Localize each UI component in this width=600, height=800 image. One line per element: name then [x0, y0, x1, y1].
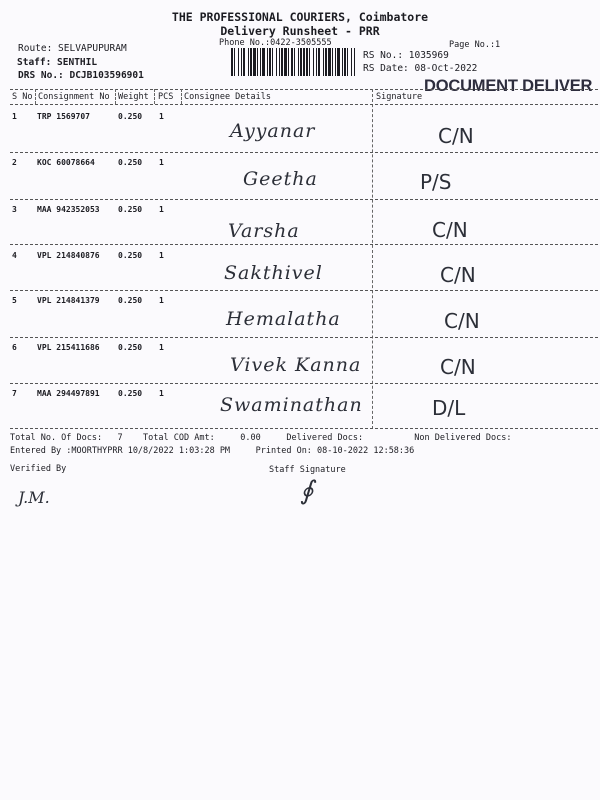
row-divider	[10, 337, 598, 338]
consignee-name: Hemalatha	[226, 308, 341, 330]
entered-by-line: Entered By :MOORTHYPRR 10/8/2022 1:03:28 PM Printed On: 08-10-2022 12:58:36	[10, 446, 415, 456]
verified-by-label: Verified By	[10, 464, 67, 474]
row-sno: 1	[12, 112, 17, 121]
row-sno: 2	[12, 158, 17, 167]
column-divider	[115, 89, 116, 104]
row-weight: 0.250	[118, 112, 143, 121]
signature-status: D/L	[432, 396, 466, 420]
row-pcs: 1	[159, 296, 164, 305]
consignee-name: Sakthivel	[224, 262, 323, 284]
row-divider	[10, 290, 598, 291]
staff-label: Staff: SENTHIL	[17, 57, 98, 68]
column-divider	[35, 89, 36, 104]
row-sno: 4	[12, 251, 17, 260]
row-divider	[10, 199, 598, 200]
column-divider	[154, 89, 155, 104]
row-sno: 5	[12, 296, 17, 305]
rs-number: RS No.: 1035969	[363, 50, 449, 61]
row-sno: 6	[12, 343, 17, 352]
signature-status: C/N	[444, 309, 480, 333]
row-consignment-no: TRP 1569707	[37, 112, 90, 121]
row-consignment-no: VPL 215411686	[37, 343, 100, 352]
row-pcs: 1	[159, 343, 164, 352]
row-divider	[10, 383, 598, 384]
signature-status: C/N	[440, 263, 476, 287]
table-bottom-rule	[10, 428, 598, 429]
row-consignment-no: MAA 942352053	[37, 205, 100, 214]
barcode	[231, 48, 356, 76]
row-pcs: 1	[159, 389, 164, 398]
row-divider	[10, 152, 598, 153]
verifier-initials: J.M.	[18, 488, 50, 507]
row-consignment-no: VPL 214841379	[37, 296, 100, 305]
column-header-consignee: Consignee Details	[184, 92, 271, 102]
column-divider	[181, 89, 182, 104]
staff-signature-mark: ∮	[300, 476, 314, 506]
signature-status: C/N	[438, 124, 474, 148]
signature-column-divider	[372, 89, 373, 429]
consignee-name: Varsha	[228, 220, 300, 242]
consignee-name: Swaminathan	[220, 394, 363, 416]
route-label: Route: SELVAPUPURAM	[18, 43, 127, 54]
signature-status: P/S	[420, 170, 452, 194]
document-title: THE PROFESSIONAL COURIERS, Coimbatore	[171, 10, 429, 24]
row-weight: 0.250	[118, 343, 143, 352]
row-weight: 0.250	[118, 158, 143, 167]
signature-status: C/N	[432, 218, 468, 242]
row-consignment-no: KOC 60078664	[37, 158, 95, 167]
totals-line: Total No. Of Docs: 7 Total COD Amt: 0.00 Delivered Docs: Non Delivered Docs:	[10, 433, 512, 443]
row-sno: 3	[12, 205, 17, 214]
column-header-signature: Signature	[376, 92, 423, 102]
phone-number: Phone No.:0422-3505555	[219, 38, 332, 48]
row-consignment-no: VPL 214840876	[37, 251, 100, 260]
row-sno: 7	[12, 389, 17, 398]
rs-date: RS Date: 08-Oct-2022	[363, 63, 478, 74]
row-pcs: 1	[159, 251, 164, 260]
row-weight: 0.250	[118, 205, 143, 214]
row-divider	[10, 244, 598, 245]
row-weight: 0.250	[118, 296, 143, 305]
row-weight: 0.250	[118, 251, 143, 260]
document-subtitle: Delivery Runsheet - PRR	[220, 24, 380, 38]
delivery-stamp: DOCUMENT DELIVER	[424, 77, 593, 95]
consignee-name: Geetha	[243, 168, 318, 190]
drs-number: DRS No.: DCJB103596901	[18, 70, 144, 81]
header-bottom-rule	[10, 104, 598, 105]
column-header-weight: Weight	[118, 92, 149, 102]
signature-status: C/N	[440, 355, 476, 379]
row-pcs: 1	[159, 158, 164, 167]
row-pcs: 1	[159, 112, 164, 121]
page-number: Page No.:1	[449, 40, 501, 50]
consignee-name: Vivek Kanna	[230, 354, 362, 376]
row-pcs: 1	[159, 205, 164, 214]
row-consignment-no: MAA 294497891	[37, 389, 100, 398]
column-header-consignment: Consignment No	[38, 92, 110, 102]
staff-signature-label: Staff Signature	[269, 465, 346, 475]
column-header-pcs: PCS	[158, 92, 174, 102]
column-header-sno: S No	[12, 92, 33, 102]
consignee-name: Ayyanar	[230, 120, 316, 142]
row-weight: 0.250	[118, 389, 143, 398]
table-top-rule	[10, 89, 598, 90]
